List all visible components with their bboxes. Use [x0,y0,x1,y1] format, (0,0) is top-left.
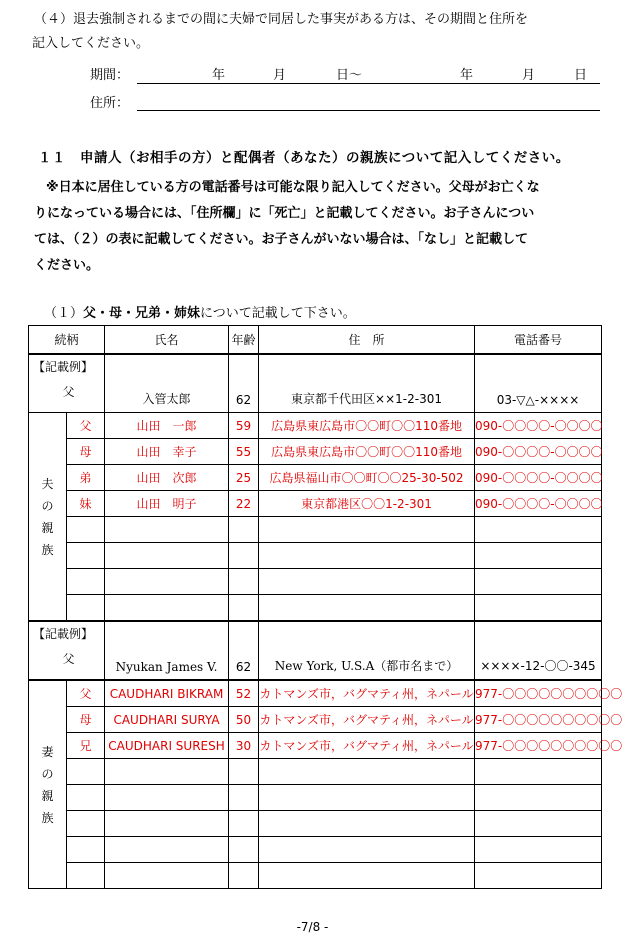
age-cell[interactable] [229,569,259,595]
age-cell[interactable]: 59 [229,413,259,439]
phone-cell[interactable]: 090-〇〇〇〇-〇〇〇〇 [475,439,602,465]
period-year-label: 年 [212,68,226,83]
phone-cell[interactable] [475,811,602,837]
wife-example-row [29,621,602,680]
table-row [29,543,602,569]
section-4-line2: 記入してください。 [32,36,150,51]
table-header-row [29,326,602,355]
name-cell[interactable] [105,837,229,863]
husband-side-label [29,413,67,622]
address-cell[interactable] [259,811,475,837]
address-cell[interactable] [259,517,475,543]
family-table [28,325,623,889]
phone-cell[interactable] [475,517,602,543]
subsection-1-bold: 父・母・兄弟・姉妹 [83,306,201,321]
header-name: 氏名 [105,326,229,355]
address-cell[interactable]: 広島県福山市〇〇町〇〇25-30-502 [259,465,475,491]
table-row [29,595,602,622]
phone-cell[interactable]: 090-〇〇〇〇-〇〇〇〇 [475,491,602,517]
table-row [29,837,602,863]
name-cell[interactable] [105,517,229,543]
relation-cell[interactable]: 弟 [67,465,105,491]
relation-cell[interactable]: 妹 [67,491,105,517]
period-field[interactable] [137,83,600,84]
age-cell[interactable]: 22 [229,491,259,517]
table-row [29,707,602,733]
table-row [29,863,602,889]
phone-cell[interactable]: 090-〇〇〇〇-〇〇〇〇 [475,413,602,439]
address-cell[interactable]: 広島県東広島市〇〇町〇〇110番地 [259,439,475,465]
subsection-1-title [44,302,356,321]
period-month-label: 月 [273,68,287,83]
relation-cell[interactable] [67,759,105,785]
name-cell[interactable]: CAUDHARI BIKRAM [105,680,229,707]
age-cell[interactable] [229,759,259,785]
relation-cell[interactable] [67,543,105,569]
address-label: 住所： [90,96,130,111]
age-cell[interactable] [229,595,259,622]
age-cell[interactable]: 50 [229,707,259,733]
table-row [29,759,602,785]
name-cell[interactable]: 山田 幸子 [105,439,229,465]
table-row [29,733,602,759]
section-11-heading: １１ 申請人（お相手の方）と配偶者（あなた）の親族について記入してください。 [38,150,570,166]
husband-example-relation: 父 [62,385,75,399]
table-row [29,491,602,517]
address-cell[interactable] [259,595,475,622]
header-age: 年齢 [229,326,259,355]
address-cell[interactable]: カトマンズ市，バグマティ州，ネパール [259,707,475,733]
table-row [29,680,602,707]
relation-cell[interactable] [67,811,105,837]
phone-cell[interactable]: 977-〇〇〇〇〇〇〇〇〇〇 [475,680,602,707]
relation-cell[interactable]: 父 [67,413,105,439]
relation-cell[interactable] [67,569,105,595]
address-cell[interactable] [259,569,475,595]
relation-cell[interactable] [67,785,105,811]
address-cell[interactable]: 広島県東広島市〇〇町〇〇110番地 [259,413,475,439]
wife-example-name: Nyukan James V. [105,621,229,680]
name-cell[interactable] [105,595,229,622]
wife-example-relation: 父 [62,652,75,666]
section-4-text [34,8,604,56]
address-cell[interactable] [259,837,475,863]
note-line4: ください。 [34,258,100,273]
husband-example-phone: 03-▽△-×××× [475,354,602,413]
name-cell[interactable] [105,543,229,569]
table-row [29,465,602,491]
address-field[interactable] [137,110,600,111]
wife-side-label [29,680,67,889]
table-row [29,517,602,543]
age-cell[interactable]: 30 [229,733,259,759]
period-day2-label: 日 [574,68,588,83]
relation-cell[interactable]: 兄 [67,733,105,759]
table-row [29,439,602,465]
period-label: 期間： [90,68,130,83]
relation-cell[interactable] [67,863,105,889]
table-row [29,569,602,595]
address-cell[interactable] [259,759,475,785]
name-cell[interactable]: CAUDHARI SURYA [105,707,229,733]
phone-cell[interactable]: 977-〇〇〇〇〇〇〇〇〇〇 [475,733,602,759]
husband-side-text: 夫 の 親 族 [41,476,54,557]
section-11-note [34,175,594,279]
name-cell[interactable]: 山田 明子 [105,491,229,517]
name-cell[interactable]: 山田 一郎 [105,413,229,439]
address-cell[interactable] [259,543,475,569]
page-number: -7/8 - [296,920,329,934]
name-cell[interactable] [105,759,229,785]
age-cell[interactable]: 25 [229,465,259,491]
address-cell[interactable]: カトマンズ市，バグマティ州，ネパール [259,733,475,759]
period-day-tilde-label: 日～ [336,68,363,83]
name-cell[interactable] [105,785,229,811]
period-month2-label: 月 [522,68,536,83]
wife-example-age: 62 [229,621,259,680]
phone-cell[interactable] [475,543,602,569]
husband-example-address: 東京都千代田区××1-2-301 [259,354,475,413]
wife-example-address: New York, U.S.A（都市名まで） [259,621,475,680]
wife-example-cell [29,621,105,680]
phone-cell[interactable] [475,837,602,863]
phone-cell[interactable]: 977-〇〇〇〇〇〇〇〇〇〇 [475,707,602,733]
husband-example-label: 【記載例】 [33,360,94,374]
wife-side-text: 妻 の 親 族 [41,744,54,825]
phone-cell[interactable]: 090-〇〇〇〇-〇〇〇〇 [475,465,602,491]
phone-cell[interactable] [475,595,602,622]
relation-cell[interactable]: 母 [67,439,105,465]
note-line2: りになっている場合には、「住所欄」に「死亡」と記載してください。お子さんについ [34,206,535,221]
relation-cell[interactable] [67,517,105,543]
name-cell[interactable] [105,863,229,889]
husband-example-age: 62 [229,354,259,413]
subsection-1-prefix: （１） [44,306,84,321]
wife-example-phone: ××××-12-〇〇-345 [475,621,602,680]
age-cell[interactable] [229,837,259,863]
address-cell[interactable]: 東京都港区〇〇1-2-301 [259,491,475,517]
table-row [29,413,602,439]
wife-example-label: 【記載例】 [33,627,94,641]
phone-cell[interactable] [475,759,602,785]
phone-cell[interactable] [475,785,602,811]
age-cell[interactable] [229,811,259,837]
header-address: 住 所 [259,326,475,355]
relation-cell[interactable]: 父 [67,680,105,707]
subsection-1-suffix: について記載して下さい。 [200,306,356,321]
husband-example-cell [29,354,105,413]
address-cell[interactable]: カトマンズ市，バグマティ州，ネパール [259,680,475,707]
age-cell[interactable]: 55 [229,439,259,465]
name-cell[interactable]: 山田 次郎 [105,465,229,491]
age-cell[interactable] [229,863,259,889]
period-year2-label: 年 [460,68,474,83]
age-cell[interactable]: 52 [229,680,259,707]
age-cell[interactable] [229,517,259,543]
address-cell[interactable] [259,863,475,889]
address-cell[interactable] [259,785,475,811]
husband-example-name: 入管太郎 [105,354,229,413]
table-row [29,811,602,837]
relation-cell[interactable] [67,837,105,863]
age-cell[interactable] [229,543,259,569]
note-line3: ては、（２）の表に記載してください。お子さんがいない場合は、「なし」と記載して [34,232,529,247]
note-line1: ※日本に居住している方の電話番号は可能な限り記入してください。父母がお亡くな [46,180,540,195]
table-row [29,785,602,811]
name-cell[interactable] [105,569,229,595]
husband-example-row [29,354,602,413]
age-cell[interactable] [229,785,259,811]
header-relation: 続柄 [29,326,105,355]
section-4-line1: （４）退去強制されるまでの間に夫婦で同居した事実がある方は、その期間と住所を [34,12,529,27]
name-cell[interactable]: CAUDHARI SURESH [105,733,229,759]
header-phone: 電話番号 [475,326,602,355]
phone-cell[interactable] [475,569,602,595]
phone-cell[interactable] [475,863,602,889]
name-cell[interactable] [105,811,229,837]
relation-cell[interactable] [67,595,105,622]
relation-cell[interactable]: 母 [67,707,105,733]
